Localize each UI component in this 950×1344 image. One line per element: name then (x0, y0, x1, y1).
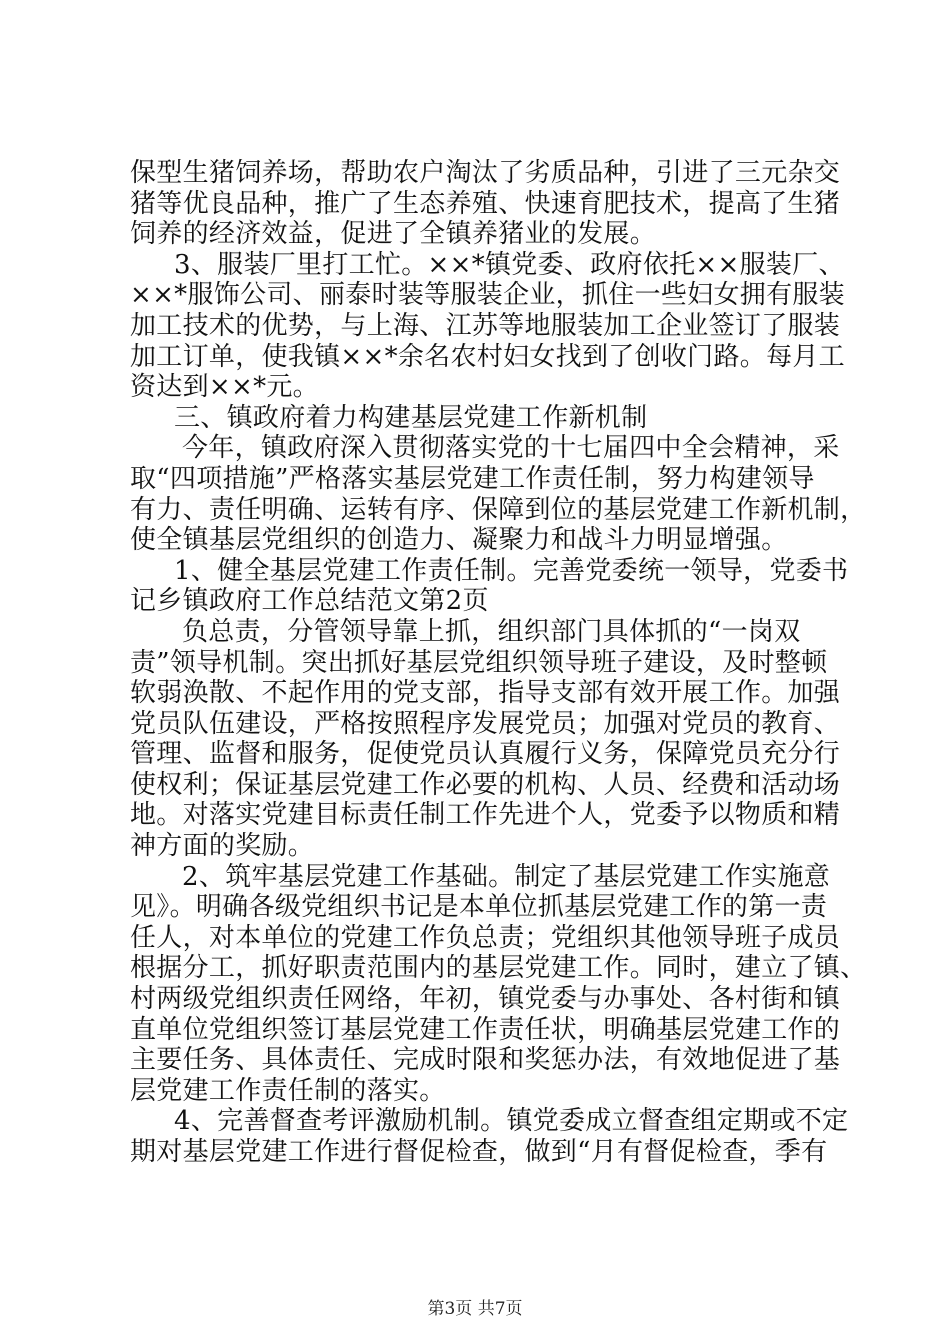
text-line: 主要任务、具体责任、完成时限和奖惩办法，有效地促进了基 (130, 1045, 841, 1076)
text-line: 任人，对本单位的党建工作负总责；党组织其他领导班子成员 (130, 922, 841, 953)
text-line: 猪等优良品种，推广了生态养殖、快速育肥技术，提高了生猪 (130, 188, 841, 219)
text-line: 取“四项措施”严格落实基层党建工作责任制，努力构建领导 (130, 463, 815, 494)
text-line: 根据分工，抓好职责范围内的基层党建工作。同时，建立了镇、 (130, 953, 867, 984)
text-line: 负总责，分管领导靠上抓，组织部门具体抓的“一岗双 (182, 616, 801, 647)
text-line: 加工技术的优势，与上海、江苏等地服装加工企业签订了服装 (130, 310, 841, 341)
text-line: 见》。明确各级党组织书记是本单位抓基层党建工作的第一责 (130, 892, 828, 923)
text-line: 村两级党组织责任网络，年初，镇党委与办事处、各村街和镇 (130, 984, 841, 1015)
text-line: 期对基层党建工作进行督促检查，做到“月有督促检查，季有 (130, 1137, 828, 1167)
text-line: 直单位党组织签订基层党建工作责任状，明确基层党建工作的 (130, 1014, 841, 1045)
text-line: 4、完善督查考评激励机制。镇党委成立督查组定期或不定 (174, 1106, 849, 1137)
text-line: 管理、监督和服务，促使党员认真履行义务，保障党员充分行 (130, 739, 841, 770)
text-line: 2、筑牢基层党建工作基础。制定了基层党建工作实施意 (182, 861, 831, 892)
text-line: 使全镇基层党组织的创造力、凝聚力和战斗力明显增强。 (130, 525, 788, 556)
section-heading: 三、镇政府着力构建基层党建工作新机制 (174, 402, 648, 433)
text-line: 党员队伍建设，严格按照程序发展党员；加强对党员的教育、 (130, 708, 841, 739)
text-line: 保型生猪饲养场，帮助农户淘汰了劣质品种，引进了三元杂交 (130, 158, 841, 188)
text-line: 地。对落实党建目标责任制工作先进个人，党委予以物质和精 (130, 800, 841, 831)
text-line: 1、健全基层党建工作责任制。完善党委统一领导，党委书 (174, 555, 849, 586)
text-line: 饲养的经济效益，促进了全镇养猪业的发展。 (130, 219, 657, 250)
text-line: ××*服饰公司、丽泰时装等服装企业，抓住一些妇女拥有服装 (130, 280, 845, 311)
text-line: 资达到××*元。 (130, 372, 319, 403)
text-line: 神方面的奖励。 (130, 831, 315, 862)
text-line: 记乡镇政府工作总结范文第2页 (130, 586, 489, 617)
text-line: 软弱涣散、不起作用的党支部，指导支部有效开展工作。加强 (130, 678, 841, 709)
text-line: 3、服装厂里打工忙。××*镇党委、政府依托××服装厂、 (174, 249, 845, 280)
text-line: 层党建工作责任制的落实。 (130, 1075, 446, 1106)
page-number-footer: 第3页 共7页 (427, 1299, 523, 1319)
text-line: 加工订单，使我镇××*余名农村妇女找到了创收门路。每月工 (130, 341, 845, 372)
text-line: 使权利；保证基层党建工作必要的机构、人员、经费和活动场 (130, 769, 841, 800)
text-line: 有力、责任明确、运转有序、保障到位的基层党建工作新机制， (130, 494, 867, 525)
document-body (130, 158, 867, 1168)
text-line: 今年，镇政府深入贯彻落实党的十七届四中全会精神，采 (182, 433, 840, 464)
text-line: 责”领导机制。突出抓好基层党组织领导班子建设，及时整顿 (130, 647, 828, 678)
